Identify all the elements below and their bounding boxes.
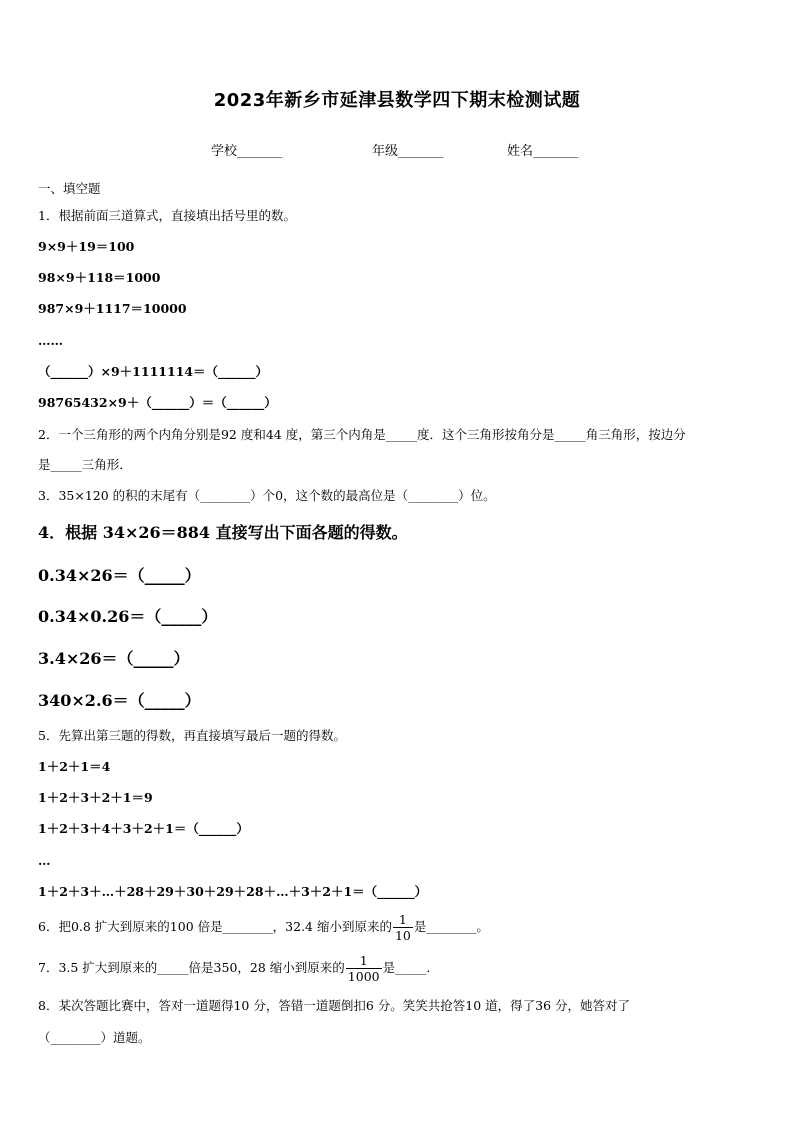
school-field: 学校_______ — [211, 144, 283, 159]
q1-line: （______）×9＋1111114＝（______） — [38, 364, 269, 379]
question-8-line2: （________）道题。 — [38, 1030, 151, 1045]
q5-line: 1＋2＋3＋…＋28＋29＋30＋29＋28＋…＋3＋2＋1＝（______） — [38, 884, 428, 899]
q4-line: 0.34×0.26＝（_____） — [38, 607, 218, 626]
question-3: 3．35×120 的积的末尾有（________）个0，这个数的最高位是（________）位。 — [38, 488, 496, 503]
question-5-stem: 5．先算出第三题的得数，再直接填写最后一题的得数。 — [38, 728, 346, 743]
q1-line: 98×9＋118＝1000 — [38, 270, 161, 285]
question-6 — [38, 912, 489, 943]
section-heading: 一、填空题 — [38, 181, 101, 196]
q5-line: … — [38, 853, 51, 868]
q1-line: 9×9＋19＝100 — [38, 239, 135, 254]
name-field: 姓名_______ — [507, 144, 579, 159]
question-7 — [38, 953, 430, 984]
grade-field: 年级_______ — [372, 144, 444, 159]
question-8-line1: 8．某次答题比赛中，答对一道题得10 分，答错一道题倒扣6 分。笑笑共抢答10 道，得了36 分，她答对了 — [38, 998, 631, 1013]
q4-line: 340×2.6＝（_____） — [38, 691, 201, 710]
question-2-line1: 2．一个三角形的两个内角分别是92 度和44 度，第三个内角是_____度．这个三角形按角分是_____角三角形，按边分 — [38, 427, 686, 442]
q1-line: 987×9＋1117＝10000 — [38, 301, 187, 316]
q7-fraction-numerator: 1 — [346, 953, 382, 969]
q7-fraction — [346, 953, 382, 984]
q5-line: 1＋2＋3＋2＋1＝9 — [38, 790, 153, 805]
q4-line: 3.4×26＝（_____） — [38, 649, 190, 668]
question-4-stem: 4．根据 34×26＝884 直接写出下面各题的得数。 — [38, 523, 408, 542]
page-title: 2023年新乡市延津县数学四下期末检测试题 — [213, 90, 581, 111]
q6-text-after: 是________。 — [413, 919, 489, 934]
question-1-stem: 1．根据前面三道算式，直接填出括号里的数。 — [38, 208, 296, 223]
q6-fraction — [393, 912, 413, 943]
question-2-line2: 是_____三角形． — [38, 457, 132, 472]
q5-line: 1＋2＋3＋4＋3＋2＋1＝（______） — [38, 821, 249, 836]
q6-fraction-denominator: 10 — [394, 928, 411, 943]
q7-fraction-denominator: 1000 — [347, 969, 380, 984]
q6-text-before: 6．把0.8 扩大到原来的100 倍是________，32.4 缩小到原来的 — [38, 919, 392, 934]
q6-fraction-numerator: 1 — [393, 912, 413, 928]
q1-line: …… — [38, 333, 63, 348]
q1-line: 98765432×9＋（______）＝（______） — [38, 395, 277, 410]
q7-text-after: 是_____. — [382, 960, 431, 975]
q4-line: 0.34×26＝（_____） — [38, 566, 201, 585]
q7-text-before: 7．3.5 扩大到原来的_____倍是350，28 缩小到原来的 — [38, 960, 345, 975]
q5-line: 1＋2＋1＝4 — [38, 759, 111, 774]
